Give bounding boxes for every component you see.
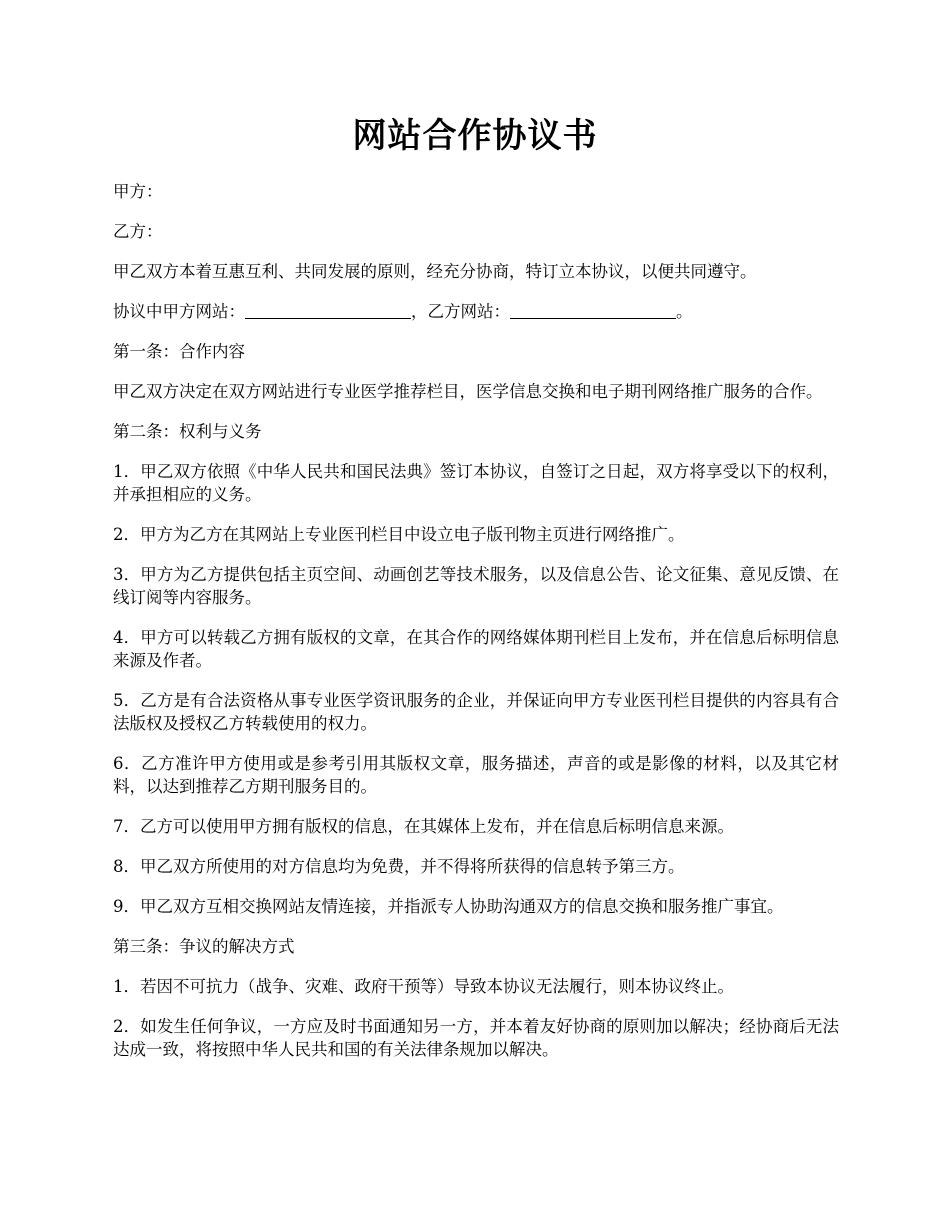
document-body <box>113 180 839 1061</box>
preamble: 甲乙双方本着互惠互利、共同发展的原则，经充分协商，特订立本协议，以便共同遵守。 <box>113 262 757 281</box>
document-title: 网站合作协议书 <box>352 116 598 156</box>
article2-item: 9．甲乙双方互相交换网站友情连接，并指派专人协助沟通双方的信息交换和服务推广事宜。 <box>113 897 784 916</box>
article2-heading: 第二条：权利与义务 <box>113 422 262 441</box>
article3-item: 2．如发生任何争议，一方应及时书面通知另一方，并本着友好协商的原则加以解决；经协商后无法达成一致，将按照中华人民共和国的有关法律条规加以解决。 <box>113 1017 839 1059</box>
article2-item: 8．甲乙双方所使用的对方信息均为免费，并不得将所获得的信息转予第三方。 <box>113 857 685 876</box>
article2-item: 4．甲方可以转载乙方拥有版权的文章，在其合作的网络媒体期刊栏目上发布，并在信息后标明信息来源及作者。 <box>113 628 839 670</box>
party-b-website-blank <box>510 302 676 319</box>
article2-item: 6．乙方准许甲方使用或是参考引用其版权文章，服务描述，声音的或是影像的材料，以及其它材料，以达到推荐乙方期刊服务目的。 <box>113 754 839 796</box>
article3-item: 1．若因不可抗力（战争、灾难、政府干预等）导致本协议无法履行，则本协议终止。 <box>113 977 734 996</box>
website-line-end: 。 <box>676 302 693 321</box>
party-a-line: 甲方： <box>113 182 163 201</box>
article2-item: 7．乙方可以使用甲方拥有版权的信息，在其媒体上发布，并在信息后标明信息来源。 <box>113 817 734 836</box>
website-label-a: 协议中甲方网站： <box>113 302 245 321</box>
party-b-line: 乙方： <box>113 222 163 241</box>
article1-body: 甲乙双方决定在双方网站进行专业医学推荐栏目，医学信息交换和电子期刊网络推广服务的合作。 <box>113 382 823 401</box>
article3-heading: 第三条：争议的解决方式 <box>113 937 295 956</box>
article2-item: 5．乙方是有合法资格从事专业医学资讯服务的企业，并保证向甲方专业医刊栏目提供的内容具有合法版权及授权乙方转载使用的权力。 <box>113 691 839 733</box>
article2-item: 3．甲方为乙方提供包括主页空间、动画创艺等技术服务，以及信息公告、论文征集、意见反馈、在线订阅等内容服务。 <box>113 565 839 607</box>
party-a-website-blank <box>245 302 411 319</box>
article2-item: 1．甲乙双方依照《中华人民共和国民法典》签订本协议，自签订之日起，双方将享受以下的权利，并承担相应的义务。 <box>113 462 839 504</box>
article2-item: 2．甲方为乙方在其网站上专业医刊栏目中设立电子版刊物主页进行网络推广。 <box>113 525 685 544</box>
website-line <box>113 300 839 323</box>
article1-heading: 第一条：合作内容 <box>113 342 245 361</box>
website-label-b: ，乙方网站： <box>411 302 510 321</box>
